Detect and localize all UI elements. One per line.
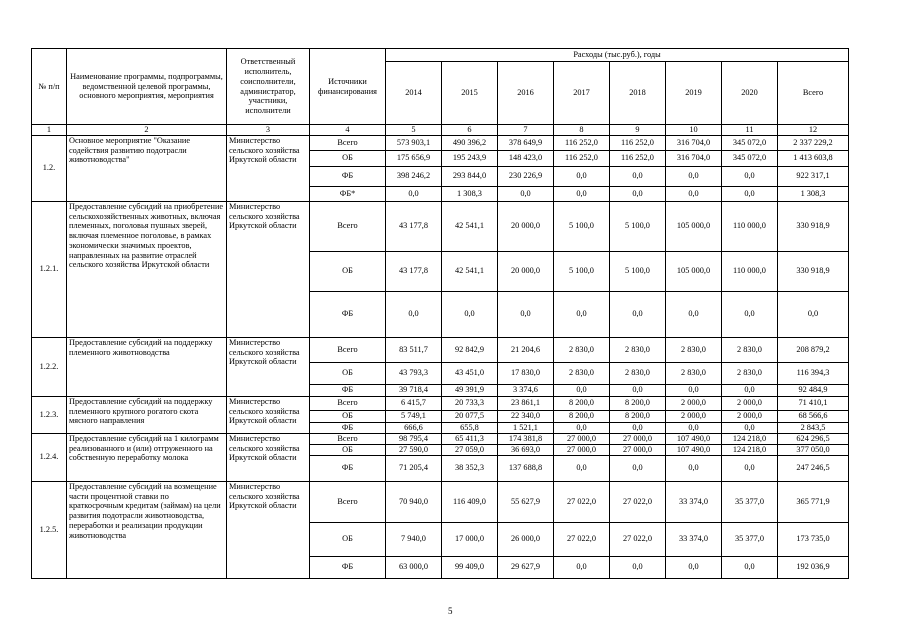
year-value: 573 903,1 [386, 135, 442, 150]
year-value: 293 844,0 [442, 166, 498, 186]
year-value: 124 218,0 [722, 433, 778, 444]
year-value: 0,0 [722, 291, 778, 337]
total-value: 208 879,2 [778, 337, 849, 362]
year-value: 0,0 [554, 186, 610, 201]
year-value: 2 000,0 [722, 410, 778, 422]
year-value: 0,0 [666, 291, 722, 337]
column-number: 7 [498, 125, 554, 136]
row-number: 1.2. [32, 135, 67, 201]
total-value: 330 918,9 [778, 201, 849, 251]
year-value: 230 226,9 [498, 166, 554, 186]
year-value: 490 396,2 [442, 135, 498, 150]
year-value: 195 243,9 [442, 150, 498, 166]
year-value: 27 022,0 [610, 522, 666, 556]
measure-name: Предоставление субсидий на приобретение сельскохозяйственных животных, включая племенных, поголовья пушных зверей, включая племенное поголовье, в рамках экономически значимых проектов, направленных на развитие отраслей сельского хозяйства Иркутской области [67, 201, 227, 337]
year-value: 39 718,4 [386, 384, 442, 396]
year-value: 27 022,0 [554, 522, 610, 556]
year-value: 27 590,0 [386, 444, 442, 455]
year-value: 174 381,8 [498, 433, 554, 444]
year-value: 83 511,7 [386, 337, 442, 362]
year-value: 175 656,9 [386, 150, 442, 166]
table-row [32, 337, 849, 362]
year-value: 27 022,0 [554, 481, 610, 522]
year-value: 17 000,0 [442, 522, 498, 556]
total-value: 173 735,0 [778, 522, 849, 556]
year-value: 116 409,0 [442, 481, 498, 522]
total-value: 68 566,6 [778, 410, 849, 422]
row-number: 1.2.1. [32, 201, 67, 337]
year-value: 22 340,0 [498, 410, 554, 422]
year-value: 2 830,0 [666, 337, 722, 362]
header-source: Источники финансирования [310, 49, 386, 125]
header-executor: Ответственный исполнитель, соисполнители, администратор, участники, исполнители [227, 49, 310, 125]
measure-name: Предоставление субсидий на поддержку племенного крупного рогатого скота мясного направления [67, 396, 227, 433]
table-row [32, 396, 849, 410]
total-value: 0,0 [778, 291, 849, 337]
year-value: 655,8 [442, 422, 498, 433]
year-value: 8 200,0 [610, 410, 666, 422]
year-value: 0,0 [610, 422, 666, 433]
year-value: 378 649,9 [498, 135, 554, 150]
year-value: 124 218,0 [722, 444, 778, 455]
year-value: 20 000,0 [498, 201, 554, 251]
year-value: 116 252,0 [554, 135, 610, 150]
funding-source: ОБ [310, 410, 386, 422]
total-value: 365 771,9 [778, 481, 849, 522]
year-value: 6 415,7 [386, 396, 442, 410]
year-value: 49 391,9 [442, 384, 498, 396]
year-value: 0,0 [722, 384, 778, 396]
year-value: 92 842,9 [442, 337, 498, 362]
year-value: 0,0 [666, 455, 722, 481]
year-value: 2 000,0 [666, 396, 722, 410]
funding-source: ФБ* [310, 186, 386, 201]
year-value: 316 704,0 [666, 150, 722, 166]
column-numbers-row [32, 125, 849, 136]
total-value: 377 050,0 [778, 444, 849, 455]
year-value: 0,0 [554, 291, 610, 337]
year-value: 65 411,3 [442, 433, 498, 444]
year-value: 0,0 [610, 384, 666, 396]
header-year: Всего [778, 62, 849, 125]
year-value: 1 521,1 [498, 422, 554, 433]
row-number: 1.2.2. [32, 337, 67, 396]
funding-source: Всего [310, 201, 386, 251]
year-value: 0,0 [666, 556, 722, 578]
column-number: 4 [310, 125, 386, 136]
executor: Министерство сельского хозяйства Иркутской области [227, 201, 310, 337]
header-year: 2019 [666, 62, 722, 125]
year-value: 27 000,0 [610, 433, 666, 444]
header-num: № п/п [32, 49, 67, 125]
year-value: 27 000,0 [610, 444, 666, 455]
year-value: 5 100,0 [554, 201, 610, 251]
year-value: 116 252,0 [610, 135, 666, 150]
total-value: 116 394,3 [778, 362, 849, 384]
funding-source: ОБ [310, 362, 386, 384]
year-value: 27 059,0 [442, 444, 498, 455]
row-number: 1.2.3. [32, 396, 67, 433]
year-value: 3 374,6 [498, 384, 554, 396]
year-value: 0,0 [386, 186, 442, 201]
total-value: 247 246,5 [778, 455, 849, 481]
year-value: 0,0 [554, 384, 610, 396]
year-value: 0,0 [666, 384, 722, 396]
funding-source: Всего [310, 135, 386, 150]
year-value: 33 374,0 [666, 481, 722, 522]
year-value: 0,0 [554, 422, 610, 433]
year-value: 2 830,0 [666, 362, 722, 384]
column-number: 6 [442, 125, 498, 136]
year-value: 2 830,0 [722, 337, 778, 362]
total-value: 71 410,1 [778, 396, 849, 410]
year-value: 2 000,0 [722, 396, 778, 410]
year-value: 5 100,0 [610, 251, 666, 291]
header-year: 2016 [498, 62, 554, 125]
year-value: 345 072,0 [722, 135, 778, 150]
header-name: Наименование программы, подпрограммы, ведомственной целевой программы, основного мероприятия, мероприятия [67, 49, 227, 125]
year-value: 116 252,0 [610, 150, 666, 166]
funding-source: ОБ [310, 444, 386, 455]
year-value: 0,0 [722, 556, 778, 578]
total-value: 192 036,9 [778, 556, 849, 578]
year-value: 666,6 [386, 422, 442, 433]
column-number: 9 [610, 125, 666, 136]
year-value: 35 377,0 [722, 522, 778, 556]
column-number: 3 [227, 125, 310, 136]
year-value: 63 000,0 [386, 556, 442, 578]
year-value: 137 688,8 [498, 455, 554, 481]
year-value: 33 374,0 [666, 522, 722, 556]
funding-source: ФБ [310, 291, 386, 337]
year-value: 2 000,0 [666, 410, 722, 422]
year-value: 8 200,0 [554, 410, 610, 422]
year-value: 70 940,0 [386, 481, 442, 522]
year-value: 27 000,0 [554, 444, 610, 455]
total-value: 624 296,5 [778, 433, 849, 444]
year-value: 27 022,0 [610, 481, 666, 522]
year-value: 0,0 [610, 556, 666, 578]
year-value: 110 000,0 [722, 201, 778, 251]
year-value: 0,0 [554, 556, 610, 578]
table-body [32, 135, 849, 578]
year-value: 26 000,0 [498, 522, 554, 556]
year-value: 0,0 [666, 186, 722, 201]
year-value: 43 177,8 [386, 201, 442, 251]
year-value: 2 830,0 [610, 337, 666, 362]
year-value: 5 749,1 [386, 410, 442, 422]
year-value: 2 830,0 [554, 362, 610, 384]
year-value: 148 423,0 [498, 150, 554, 166]
year-value: 20 077,5 [442, 410, 498, 422]
table-row [32, 481, 849, 522]
header-year: 2017 [554, 62, 610, 125]
funding-source: ОБ [310, 251, 386, 291]
year-value: 17 830,0 [498, 362, 554, 384]
measure-name: Предоставление субсидий на возмещение части процентной ставки по краткосрочным кредитам (займам) на цели развития подотрасли животноводства, переработки и реализации продукции животноводства [67, 481, 227, 578]
year-value: 0,0 [722, 422, 778, 433]
year-value: 0,0 [554, 166, 610, 186]
funding-source: ФБ [310, 455, 386, 481]
funding-source: ФБ [310, 556, 386, 578]
funding-source: ОБ [310, 150, 386, 166]
column-number: 12 [778, 125, 849, 136]
header-year: 2015 [442, 62, 498, 125]
year-value: 1 308,3 [442, 186, 498, 201]
total-value: 2 337 229,2 [778, 135, 849, 150]
year-value: 0,0 [498, 186, 554, 201]
year-value: 0,0 [610, 455, 666, 481]
column-number: 2 [67, 125, 227, 136]
budget-table [31, 48, 849, 579]
year-value: 43 793,3 [386, 362, 442, 384]
year-value: 20 000,0 [498, 251, 554, 291]
year-value: 29 627,9 [498, 556, 554, 578]
page-number: 5 [448, 606, 453, 616]
year-value: 38 352,3 [442, 455, 498, 481]
funding-source: Всего [310, 396, 386, 410]
row-number: 1.2.4. [32, 433, 67, 481]
year-value: 71 205,4 [386, 455, 442, 481]
funding-source: ФБ [310, 384, 386, 396]
year-value: 27 000,0 [554, 433, 610, 444]
executor: Министерство сельского хозяйства Иркутской области [227, 135, 310, 201]
executor: Министерство сельского хозяйства Иркутской области [227, 433, 310, 481]
year-value: 55 627,9 [498, 481, 554, 522]
year-value: 0,0 [666, 422, 722, 433]
total-value: 922 317,1 [778, 166, 849, 186]
year-value: 42 541,1 [442, 201, 498, 251]
year-value: 7 940,0 [386, 522, 442, 556]
year-value: 0,0 [386, 291, 442, 337]
measure-name: Предоставление субсидий на поддержку племенного животноводства [67, 337, 227, 396]
total-value: 1 413 603,8 [778, 150, 849, 166]
year-value: 107 490,0 [666, 444, 722, 455]
year-value: 21 204,6 [498, 337, 554, 362]
year-value: 5 100,0 [554, 251, 610, 291]
year-value: 0,0 [610, 291, 666, 337]
row-number: 1.2.5. [32, 481, 67, 578]
total-value: 330 918,9 [778, 251, 849, 291]
executor: Министерство сельского хозяйства Иркутской области [227, 337, 310, 396]
year-value: 0,0 [610, 186, 666, 201]
year-value: 107 490,0 [666, 433, 722, 444]
year-value: 0,0 [554, 455, 610, 481]
total-value: 92 484,9 [778, 384, 849, 396]
table-row [32, 135, 849, 150]
column-number: 8 [554, 125, 610, 136]
year-value: 35 377,0 [722, 481, 778, 522]
year-value: 0,0 [666, 166, 722, 186]
year-value: 2 830,0 [554, 337, 610, 362]
year-value: 0,0 [722, 166, 778, 186]
year-value: 0,0 [722, 455, 778, 481]
funding-source: Всего [310, 337, 386, 362]
total-value: 1 308,3 [778, 186, 849, 201]
year-value: 0,0 [498, 291, 554, 337]
table-header [32, 49, 849, 136]
total-value: 2 843,5 [778, 422, 849, 433]
year-value: 2 830,0 [722, 362, 778, 384]
executor: Министерство сельского хозяйства Иркутской области [227, 396, 310, 433]
column-number: 11 [722, 125, 778, 136]
funding-source: Всего [310, 481, 386, 522]
funding-source: Всего [310, 433, 386, 444]
funding-source: ФБ [310, 166, 386, 186]
header-expenses: Расходы (тыс.руб.), годы [386, 49, 849, 62]
funding-source: ФБ [310, 422, 386, 433]
funding-source: ОБ [310, 522, 386, 556]
column-number: 1 [32, 125, 67, 136]
year-value: 20 733,3 [442, 396, 498, 410]
year-value: 105 000,0 [666, 201, 722, 251]
year-value: 110 000,0 [722, 251, 778, 291]
column-number: 10 [666, 125, 722, 136]
year-value: 43 177,8 [386, 251, 442, 291]
year-value: 8 200,0 [554, 396, 610, 410]
year-value: 99 409,0 [442, 556, 498, 578]
executor: Министерство сельского хозяйства Иркутской области [227, 481, 310, 578]
year-value: 42 541,1 [442, 251, 498, 291]
year-value: 5 100,0 [610, 201, 666, 251]
header-year: 2020 [722, 62, 778, 125]
year-value: 116 252,0 [554, 150, 610, 166]
table-row [32, 433, 849, 444]
measure-name: Предоставление субсидий на 1 килограмм реализованного и (или) отгруженного на собственную переработку молока [67, 433, 227, 481]
year-value: 43 451,0 [442, 362, 498, 384]
year-value: 23 861,1 [498, 396, 554, 410]
column-number: 5 [386, 125, 442, 136]
year-value: 8 200,0 [610, 396, 666, 410]
year-value: 0,0 [722, 186, 778, 201]
year-value: 398 246,2 [386, 166, 442, 186]
table-row [32, 201, 849, 251]
year-value: 36 693,0 [498, 444, 554, 455]
year-value: 105 000,0 [666, 251, 722, 291]
year-value: 0,0 [610, 166, 666, 186]
measure-name: Основное мероприятие "Оказание содействия развитию подотрасли животноводства" [67, 135, 227, 201]
header-year: 2018 [610, 62, 666, 125]
year-value: 345 072,0 [722, 150, 778, 166]
year-value: 98 795,4 [386, 433, 442, 444]
year-value: 0,0 [442, 291, 498, 337]
header-year: 2014 [386, 62, 442, 125]
year-value: 316 704,0 [666, 135, 722, 150]
year-value: 2 830,0 [610, 362, 666, 384]
